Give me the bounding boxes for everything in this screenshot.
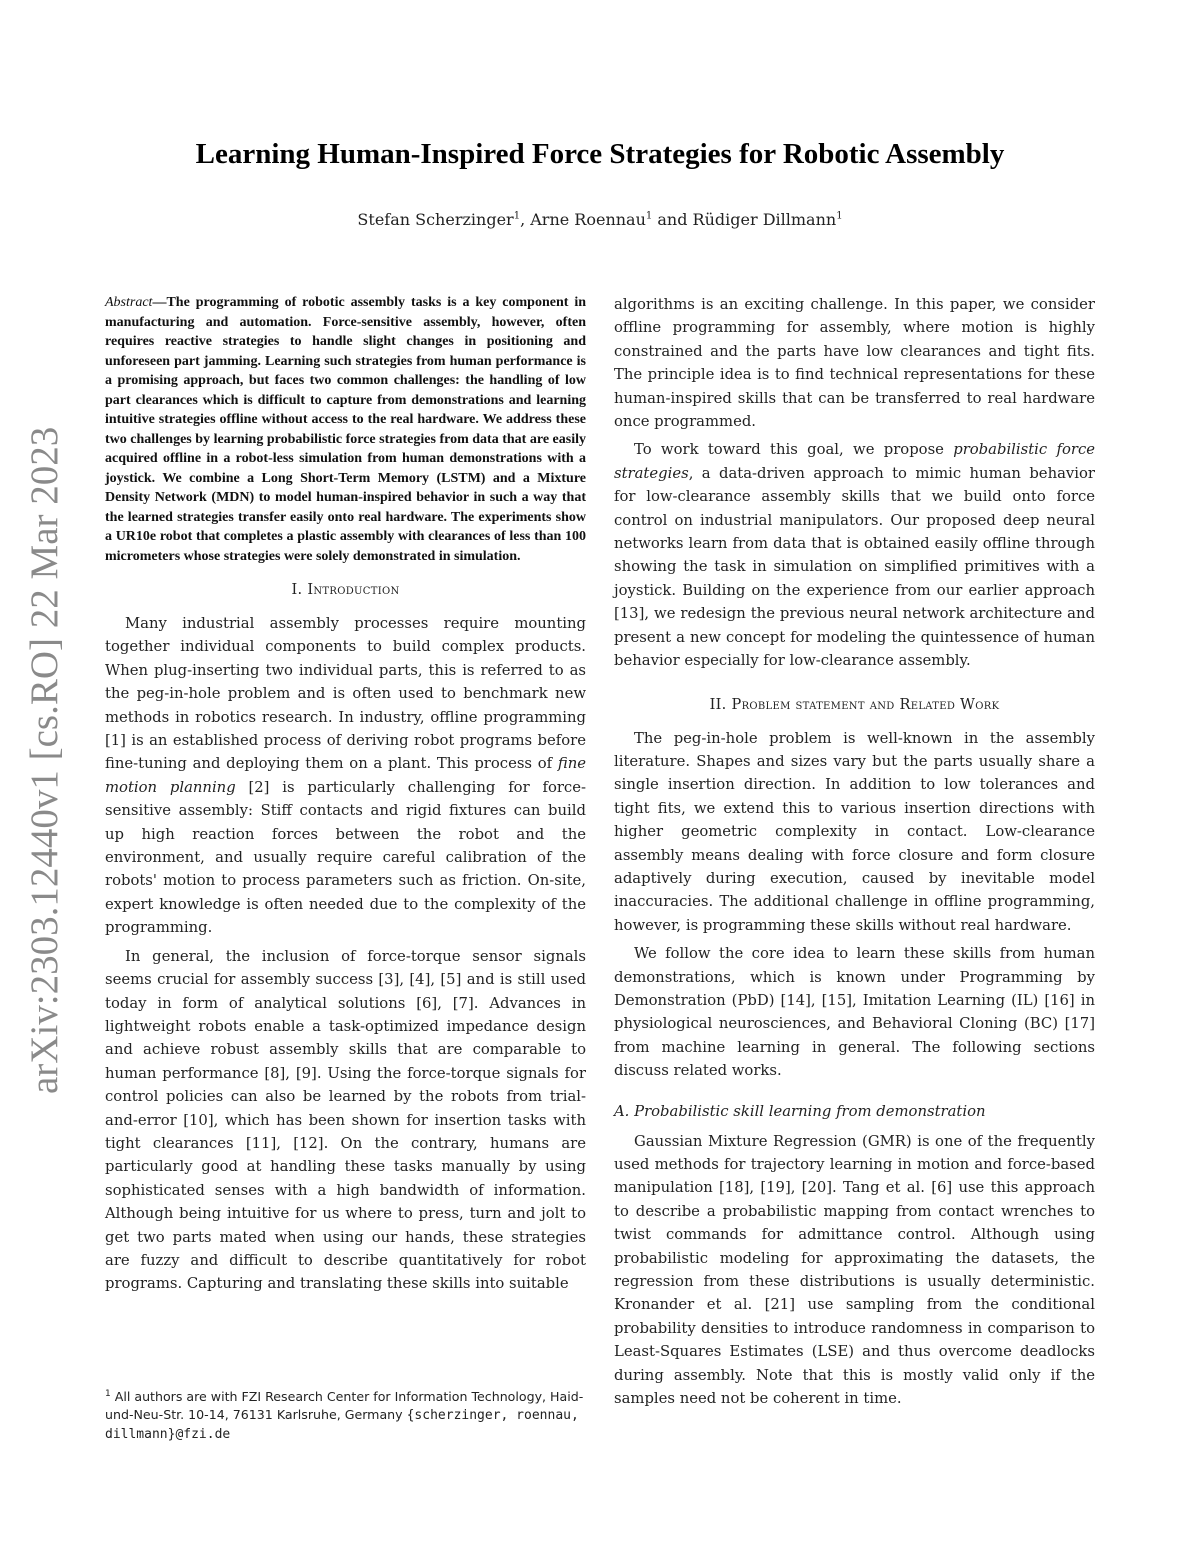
right-column (614, 293, 1095, 1410)
footnote-text: All authors are with FZI Research Center for Information Technology, Haid-und-Neu-Str. 10-14, 76131 Karlsruhe, Germany (105, 1389, 584, 1423)
paragraph: In general, the inclusion of force-torque sensor signals seems crucial for assembly success [3], [4], [5] and is still used today in form of analytical solutions [6], [7]. Advances in lightweight robots enable a task-optimized impedance design and achieve robust assembly skills that are comparable to human performance [8], [9]. Using the force-torque signals for control policies can also be learned by the robots from trial-and-error [10], which has been shown for insertion tasks with tight clearances [11], [12]. On the contrary, humans are particularly good at handling these tasks manually by using sophisticated senses with a high bandwidth of information. Although being intuitive for us where to press, turn and jolt to get two parts mated when using our hands, these strategies are fuzzy and difficult to describe quantitatively for robot programs. Capturing and translating these skills into suitable (105, 947, 586, 1293)
subsection-label: A. (614, 1102, 630, 1120)
section-number: I. (291, 582, 303, 598)
section-heading-introduction (105, 582, 586, 598)
author-separator: and (652, 210, 693, 229)
footnote (105, 1385, 586, 1444)
section-title: Problem statement and Related Work (731, 696, 1000, 713)
paragraph: We follow the core idea to learn these skills from human demonstrations, which is known under Programming by Demonstration (PbD) [14], [15], Imitation Learning (IL) [16] in physiological neurosciences, and Behavioral Cloning (BC) [17] from machine learning in general. The following sections discuss related works. (614, 945, 1095, 1080)
subsection-heading (614, 1103, 1095, 1120)
paragraph: algorithms is an exciting challenge. In this paper, we consider offline programming for assembly, where motion is highly constrained and the parts have low clearances and tight fits. The principle idea is to find technical representations for these human-inspired skills that can be transferred to real hardware once programmed. (614, 296, 1095, 431)
paragraph: The peg-in-hole problem is well-known in the assembly literature. Shapes and sizes vary but the parts usually share a single insertion direction. In addition to low tolerances and tight fits, we extend this to various insertion directions with higher geometric complexity in contact. Low-clearance assembly means dealing with force closure and form closure adaptively during execution, caused by inevitable model inaccuracies. The additional challenge in offline programming, however, is programming these skills without real hardware. (614, 729, 1095, 934)
author-name: Stefan Scherzinger (357, 210, 514, 229)
author-name: Rüdiger Dillmann (692, 210, 837, 229)
arxiv-identifier-stamp: arXiv:2303.12440v1 [cs.RO] 22 Mar 2023 (23, 426, 66, 1094)
author-list (0, 210, 1200, 229)
footnote-emails: {scherzinger, roennau, dillmann}@fzi.de (105, 1408, 579, 1443)
abstract (105, 293, 586, 566)
abstract-text: —The programming of robotic assembly tasks is a key component in manufacturing and automation. Force-sensitive assembly, however, often requires reactive strategies to handle slight changes in positioning and unforeseen part jamming. Learning such strategies from human performance is a promising approach, but faces two common challenges: the handling of low part clearances which is difficult to capture from demonstrations and learning intuitive strategies offline without access to the real hardware. We address these two challenges by learning probabilistic force strategies from data that are easily acquired offline in a robot-less simulation from human demonstrations with a joystick. We combine a Long Short-Term Memory (LSTM) and a Mixture Density Network (MDN) to model human-inspired behavior in such a way that the learned strategies transfer easily onto real hardware. The experiments show a UR10e robot that completes a plastic assembly with clearances of less than 100 micrometers whose strategies were solely demonstrated in simulation. (105, 295, 586, 564)
emphasis-text: probabilistic force strategies (614, 441, 1095, 482)
paper-title: Learning Human-Inspired Force Strategies for Robotic Assembly (195, 138, 1005, 170)
author-separator: , (520, 210, 531, 229)
paragraph-text: [2] is particularly challenging for force-sensitive assembly: Stiff contacts and rigid fixtures can build up high reaction forces between the robot and the environment, and usually require careful calibration of the robots' motion to process parameters such as friction. On-site, expert knowledge is often needed due to the complexity of the programming. (105, 778, 586, 937)
section-heading-problem-statement (614, 697, 1095, 713)
emphasis-text: fine motion planning (105, 755, 586, 796)
subsection-title: Probabilistic skill learning from demonstration (634, 1102, 986, 1120)
affiliation-mark: 1 (513, 210, 521, 222)
author-name: Arne Roennau (530, 210, 646, 229)
left-column (105, 293, 586, 1296)
section-number: II. (709, 696, 727, 713)
paragraph (105, 612, 586, 940)
paragraph (614, 438, 1095, 672)
section-title: Introduction (307, 582, 400, 598)
paragraph-text: , a data-driven approach to mimic human behavior for low-clearance assembly skills that we build onto force control on industrial manipulators. Our proposed deep neural networks learn from data that is obtained easily offline through showing the task in simulation on simplified primitives with a joystick. Building on the experience from our earlier approach [13], we redesign the previous neural network architecture and present a new concept for modeling the quintessence of human behavior especially for low-clearance assembly. (614, 464, 1095, 670)
paragraph: Gaussian Mixture Regression (GMR) is one of the frequently used methods for trajectory learning in motion and force-based manipulation [18], [19], [20]. Tang et al. [6] use this approach to describe a probabilistic mapping from contact wrenches to twist commands for admittance control. Although using probabilistic modeling for approximating the datasets, the regression from these distributions is usually deterministic. Kronander et al. [21] use sampling from the conditional probability densities to introduce randomness in comparison to Least-Squares Estimates (LSE) and thus overcome deadlocks during assembly. Note that this is mostly valid only if the samples need not be coherent in time. (614, 1132, 1095, 1408)
paragraph-text: To work toward this goal, we propose (634, 441, 954, 459)
abstract-label: Abstract (105, 295, 153, 310)
paragraph-text: Many industrial assembly processes require mounting together individual components to build complex products. When plug-inserting two individual parts, this is referred to as the peg-in-hole problem and is often used to benchmark new methods in robotics research. In industry, offline programming [1] is an established process of deriving robot programs before fine-tuning and deploying them on a plant. This process of (105, 615, 586, 773)
affiliation-mark: 1 (645, 210, 653, 222)
footnote-mark: 1 (105, 1389, 111, 1399)
affiliation-mark: 1 (836, 210, 843, 222)
